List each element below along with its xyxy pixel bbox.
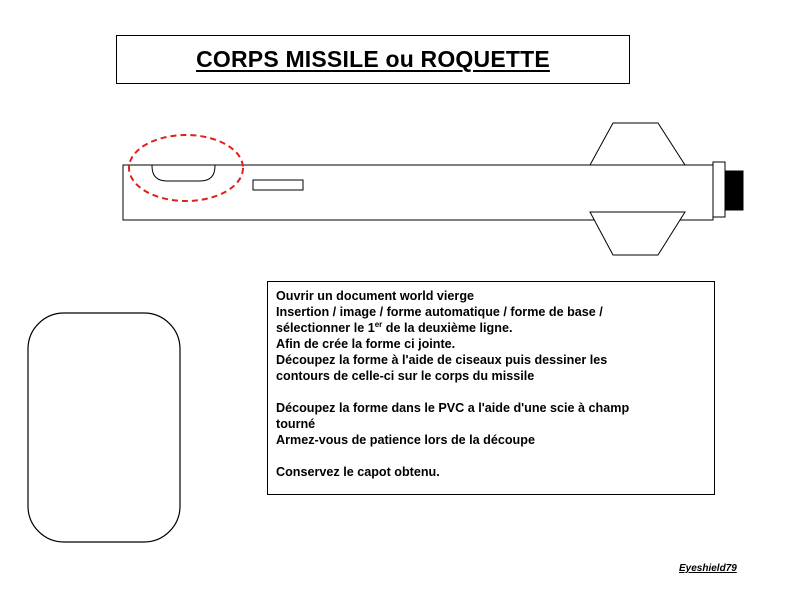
instruction-line: Conservez le capot obtenu. [276, 465, 440, 479]
instructions-box [267, 281, 715, 495]
body-slot [253, 180, 303, 190]
nozzle [725, 171, 743, 210]
instruction-line: Découpez la forme à l'aide de ciseaux puis dessiner les [276, 353, 608, 367]
cutout-template-shape [28, 313, 180, 542]
instruction-line: contours de celle-ci sur le corps du missile [276, 369, 535, 383]
instruction-line: Afin de crée la forme ci jointe. [276, 337, 456, 351]
instruction-line: sélectionner le 1er de la deuxième ligne. [276, 320, 513, 335]
bottom-fin [590, 212, 685, 255]
page-title: CORPS MISSILE ou ROQUETTE [196, 46, 550, 72]
author-signature: Eyeshield79 [679, 563, 737, 574]
instruction-line: Découpez la forme dans le PVC a l'aide d'une scie à champ [276, 401, 630, 415]
tail-adapter [713, 162, 725, 217]
instruction-line: Armez-vous de patience lors de la découpe [276, 433, 535, 447]
instruction-line: tourné [276, 417, 316, 431]
top-fin [590, 123, 685, 165]
instruction-line: Ouvrir un document world vierge [276, 289, 475, 303]
instruction-line: Insertion / image / forme automatique / forme de base / [276, 305, 603, 319]
